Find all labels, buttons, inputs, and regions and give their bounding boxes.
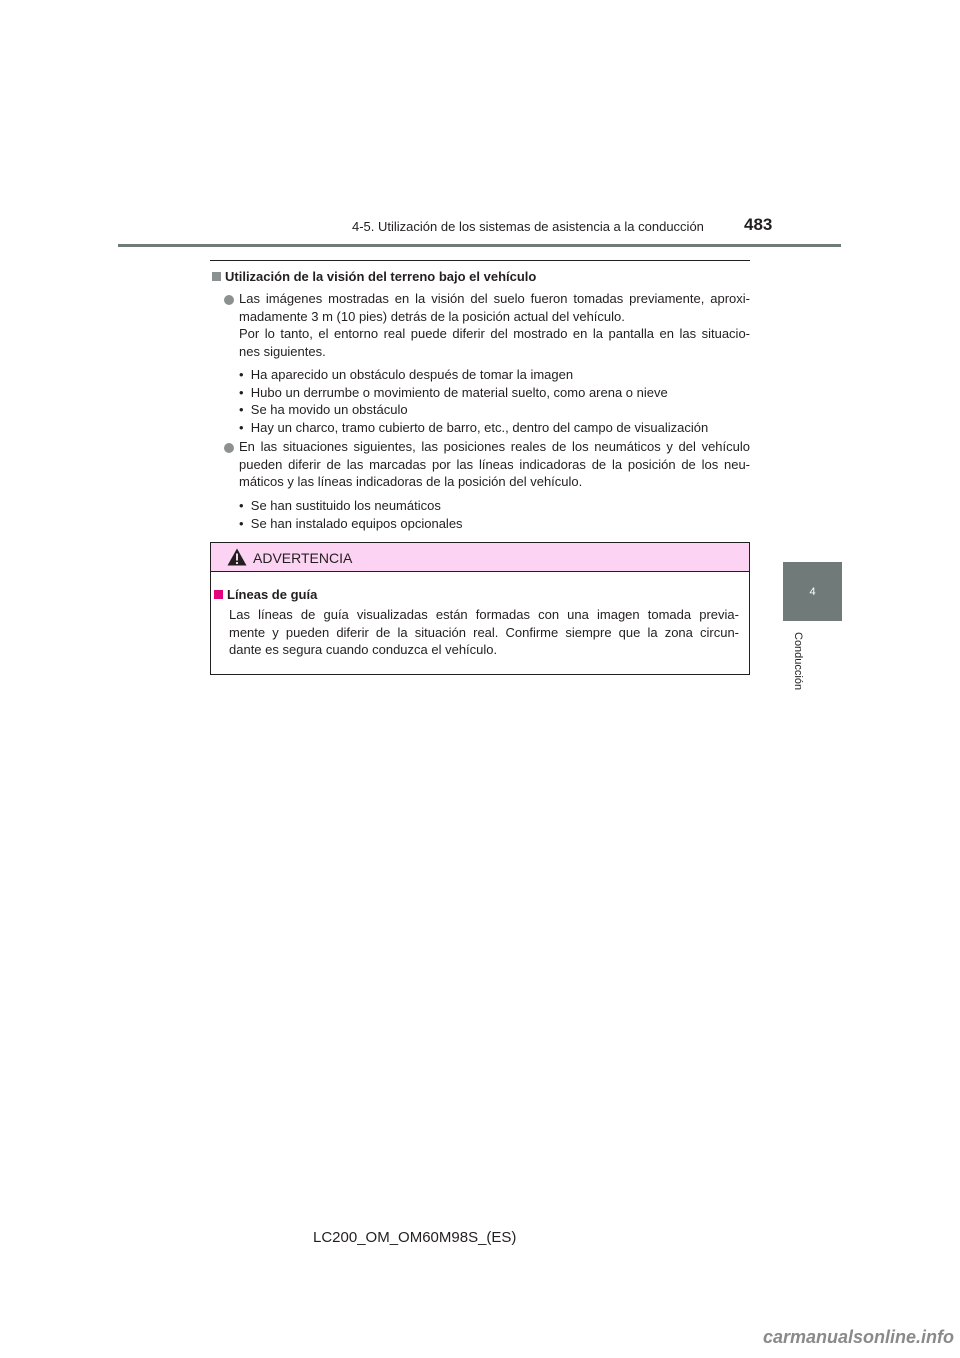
paragraph-line: Las líneas de guía visualizadas están formadas con una imagen tomada previa- — [229, 607, 739, 622]
page-number: 483 — [744, 215, 773, 234]
round-bullet-icon — [224, 443, 234, 453]
square-bullet-icon — [212, 272, 221, 281]
list-item: • Ha aparecido un obstáculo después de tomar la imagen — [239, 367, 574, 382]
paragraph-line: mente y pueden diferir de la situación real. Confirme siempre que la zona circun- — [229, 624, 739, 640]
watermark: carmanualsonline.info — [762, 1327, 954, 1347]
header-rule — [118, 244, 841, 247]
paragraph-line: pueden diferir de las marcadas por las líneas indicadoras de la posición de los neu- — [239, 456, 750, 472]
warning-heading-text: Líneas de guía — [227, 587, 318, 602]
chapter-tab — [783, 562, 842, 621]
chapter-number: 4 — [809, 585, 816, 598]
content-rule — [210, 260, 750, 261]
list-item: • Se han instalado equipos opcionales — [239, 516, 463, 531]
section-title: 4-5. Utilización de los sistemas de asistencia a la conducción — [352, 219, 704, 234]
footer-code: LC200_OM_OM60M98S_(ES) — [313, 1229, 517, 1246]
warning-paragraph — [229, 606, 739, 659]
chapter-label: Conducción — [792, 632, 804, 691]
warning-title: ADVERTENCIA — [253, 550, 353, 566]
list-item: • Se ha movido un obstáculo — [239, 402, 408, 417]
paragraph-line: madamente 3 m (10 pies) detrás de la posición actual del vehículo. — [239, 308, 625, 324]
round-bullet-icon — [224, 295, 234, 305]
section-heading — [212, 269, 536, 284]
warning-triangle-icon — [227, 548, 247, 566]
paragraph-line: En las situaciones siguientes, las posiciones reales de los neumáticos y del vehículo — [239, 439, 750, 454]
paragraph-line: nes siguientes. — [239, 343, 326, 359]
list-item: • Hay un charco, tramo cubierto de barro, etc., dentro del campo de visualización — [239, 420, 709, 435]
paragraph-line: máticos y las líneas indicadoras de la posición del vehículo. — [239, 474, 583, 490]
section-heading-text: Utilización de la visión del terreno bajo el vehículo — [225, 269, 537, 284]
paragraph-line: dante es segura cuando conduzca el vehículo. — [229, 642, 498, 658]
paragraph-line: Las imágenes mostradas en la visión del suelo fueron tomadas previamente, aproxi- — [239, 291, 750, 306]
list-item: • Hubo un derrumbe o movimiento de material suelto, como arena o nieve — [239, 385, 668, 400]
warning-heading — [214, 587, 317, 602]
list-item: • Se han sustituido los neumáticos — [239, 498, 441, 513]
bullet-paragraph — [239, 438, 750, 491]
square-bullet-icon — [214, 590, 223, 599]
bullet-paragraph — [239, 290, 750, 360]
paragraph-line: Por lo tanto, el entorno real puede diferir del mostrado en la pantalla en las situacio- — [239, 326, 750, 342]
